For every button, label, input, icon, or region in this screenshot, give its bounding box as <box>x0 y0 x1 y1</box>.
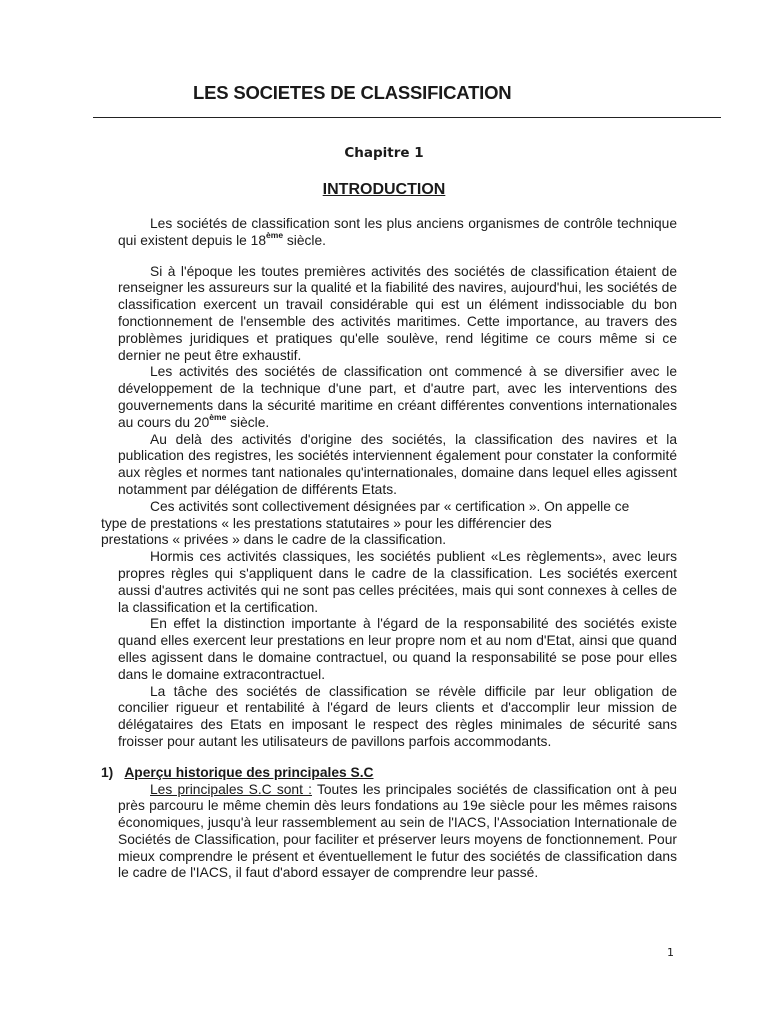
superscript-eme: ème <box>209 411 227 422</box>
paragraph-5: Ces activités sont collectivement désignées par « certification ». On appelle ce type de prestations « les prestations statutaires » pour les différencier des prestations « privées » dans le cadre de la classification. <box>101 498 630 548</box>
paragraph-3: Les activités des sociétés de classification ont commencé à se diversifier avec le développement de la technique d'une part, et d'autre part, avec les interventions des gouvernements dans la sécurité maritime en créant différentes conventions internationales au cours du 20ème siècle. <box>118 364 677 430</box>
page-number: 1 <box>667 946 674 959</box>
superscript-eme: ème <box>266 229 284 240</box>
paragraph-9: Les principales S.C sont : Toutes les principales sociétés de classification ont à peu près parcouru le même chemin dès leurs fondations au 19e siècle pour les mêmes raisons économiques, jusqu'à leur rassemblement au sein de l'IACS, l'Association Internationale de Sociétés de Classification, pour faciliter et préserver leurs moyens de fonctionnement. Pour mieux comprendre le présent et éventuellement le futur des sociétés de classification dans le cadre de l'IACS, il faut d'abord essayer de comprendre leur passé. <box>118 781 677 881</box>
title-underline-rule <box>93 117 721 118</box>
document-body <box>101 216 677 882</box>
subsection-heading <box>101 764 677 782</box>
paragraph-8: La tâche des sociétés de classification se révèle difficile par leur obligation de concilier rigueur et rentabilité à l'égard de leurs clients et d'accomplir leur mission de délégataires des Etats en imposant le respect des règles minimales de sécurité sans froisser pour autant les utilisateurs de pavillons parfois accommodants. <box>118 683 677 749</box>
chapter-label: Chapitre 1 <box>344 145 424 161</box>
paragraph-1: Les sociétés de classification sont les plus anciens organismes de contrôle technique qui existent depuis le 18ème siècle. <box>118 216 677 248</box>
paragraph-7: En effet la distinction importante à l'égard de la responsabilité des sociétés existe quand elles exercent leur prestations en leur propre nom et au nom d'Etat, ainsi que quand elles agissent dans le domaine contractuel, ou quand la responsabilité se pose pour elles dans le domaine extracontractuel. <box>118 616 677 682</box>
paragraph-4: Au delà des activités d'origine des sociétés, la classification des navires et la publication des registres, les sociétés interviennent également pour constater la conformité aux règles et normes tant nationales qu'internationales, domaine dans lequel elles agissent notamment par délégation de différents Etats. <box>118 431 677 497</box>
subsection-title: Aperçu historique des principales S.C <box>124 764 374 780</box>
document-title: LES SOCIETES DE CLASSIFICATION <box>193 82 512 103</box>
section-title: INTRODUCTION <box>322 181 446 198</box>
paragraph-2: Si à l'époque les toutes premières activités des sociétés de classification étaient de renseigner les assureurs sur la qualité et la fiabilité des navires, aujourd'hui, les sociétés de classification exercent un travail considérable qui est un élément indissociable du bon fonctionnement de l'ensemble des activités maritimes. Cette importance, au travers des problèmes juridiques et pratiques qu'elle soulève, rend légitime ce cours même si ce dernier ne peut être exhaustif. <box>118 263 677 363</box>
subsection-lead: Les principales S.C sont : <box>150 781 312 797</box>
subsection-number: 1) <box>101 764 114 780</box>
paragraph-6: Hormis ces activités classiques, les sociétés publient «Les règlements», avec leurs propres règles qui s'appliquent dans le cadre de la classification. Les sociétés exercent aussi d'autres activités qui ne sont pas celles précitées, mais qui sont connexes à celles de la classification et la certification. <box>118 549 677 615</box>
